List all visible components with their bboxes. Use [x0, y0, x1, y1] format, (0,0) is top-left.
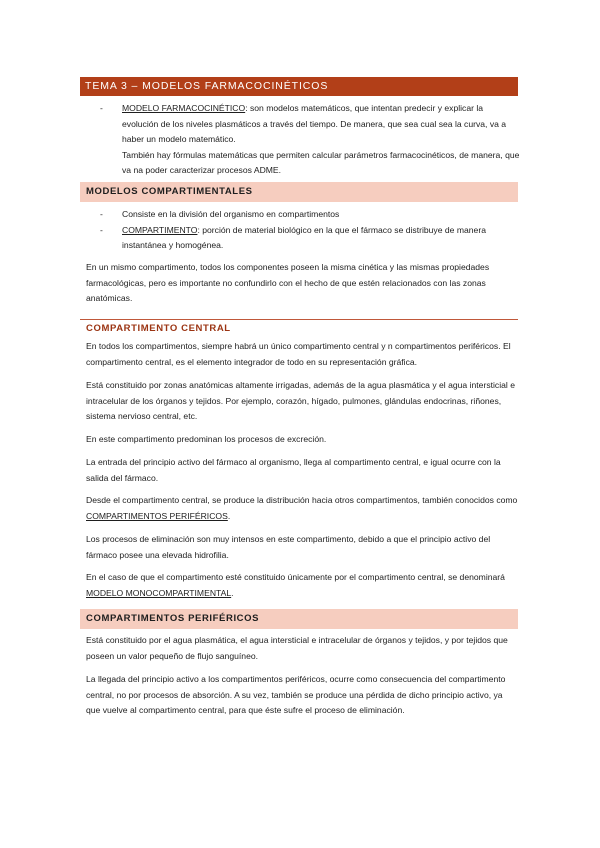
list-item: [100, 223, 520, 254]
list-item-text: Consiste en la división del organismo en compartimentos: [122, 209, 340, 219]
intro-extra: También hay fórmulas matemáticas que permiten calcular parámetros farmacocinéticos, de manera, que va na poder caracterizar procesos ADME.: [122, 149, 520, 175]
list-item: [100, 207, 520, 223]
term-modelo-monocompartimental: MODELO MONOCOMPARTIMENTAL: [86, 587, 232, 598]
paragraph: La entrada del principio activo del fármaco al organismo, llega al compartimento central, e igual ocurre con la salida del fármaco.: [86, 457, 501, 483]
paragraph: En todos los compartimentos, siempre habrá un único compartimento central y n compartimentos periféricos. El compartimento central, es el elemento integrador de todo en su representación gráfica.: [86, 341, 511, 367]
paragraph-text: En el caso de que el compartimento esté constituido únicamente por el compartimento central, se denominará: [86, 572, 505, 582]
term-modelo-farmacocinetico: MODELO FARMACOCINÉTICO: [122, 103, 246, 113]
section-heading-compartimentos-perifericos: COMPARTIMENTOS PERIFÉRICOS: [80, 609, 518, 629]
paragraph: [86, 570, 518, 601]
bullet-dash: -: [100, 209, 103, 219]
paragraph: Está constituido por el agua plasmática, el agua intersticial e intracelular de órganos y tejidos, y por tejidos que poseen un valor pequeño de flujo sanguíneo.: [86, 635, 508, 661]
intro-list: [100, 101, 520, 179]
paragraph: La llegada del principio activo a los compartimentos periféricos, ocurre como consecuencia del compartimento central, no por procesos de absorción. A su vez, también se produce una pérdida de dicho principio activo, ya que vuelve al compartimento central, para que éste sufre el proceso de eliminación.: [86, 674, 506, 715]
paragraph: [86, 493, 518, 524]
paragraph-end: .: [231, 587, 234, 598]
compartimento-definition: : porción de material biológico en la que el fármaco se distribuye de manera instantánea y homogénea.: [122, 224, 486, 250]
section-heading-modelos-compartimentales: MODELOS COMPARTIMENTALES: [80, 182, 518, 202]
paragraph: En este compartimento predominan los procesos de excreción.: [86, 434, 327, 444]
bullet-dash: -: [100, 224, 103, 235]
paragraph: En un mismo compartimento, todos los componentes poseen la misma cinética y las mismas propiedades farmacológicas, pero es importante no confundirlo con el hecho de que estén relacionados con las zonas anatómicas.: [86, 262, 490, 303]
term-compartimentos-perifericos: COMPARTIMENTOS PERIFÉRICOS: [86, 510, 228, 521]
paragraph-end: .: [227, 510, 231, 521]
section-heading-compartimento-central: [80, 306, 518, 334]
paragraph-text: Desde el compartimento central, se produce la distribución hacia otros compartimentos, también conocidos como: [86, 495, 518, 505]
section-divider: [80, 306, 518, 320]
page-title: TEMA 3 – MODELOS FARMACOCINÉTICOS: [80, 77, 518, 96]
section-title: COMPARTIMENTO CENTRAL: [86, 323, 231, 334]
intro-definition: : son modelos matemáticos, que intentan predecir y explicar la evolución de los niveles plasmáticos a través del tiempo. De manera, que sea cual sea la curva, va a haber un modelo matemático.: [122, 103, 507, 144]
paragraph: Está constituido por zonas anatómicas altamente irrigadas, además de la agua plasmática y el agua intersticial e intracelular de los órganos y tejidos. Por ejemplo, corazón, hígado, pulmones, glándulas endocrinas, riñones, sistema nervioso central, etc.: [86, 380, 515, 421]
paragraph: Los procesos de eliminación son muy intensos en este compartimento, debido a que el principio activo del fármaco posee una elevada hidrofilia.: [86, 534, 491, 560]
intro-bullet: [100, 101, 520, 179]
bullet-dash: -: [100, 103, 103, 113]
sec1-list: [100, 207, 520, 254]
term-compartimento: COMPARTIMENTO: [122, 224, 198, 235]
